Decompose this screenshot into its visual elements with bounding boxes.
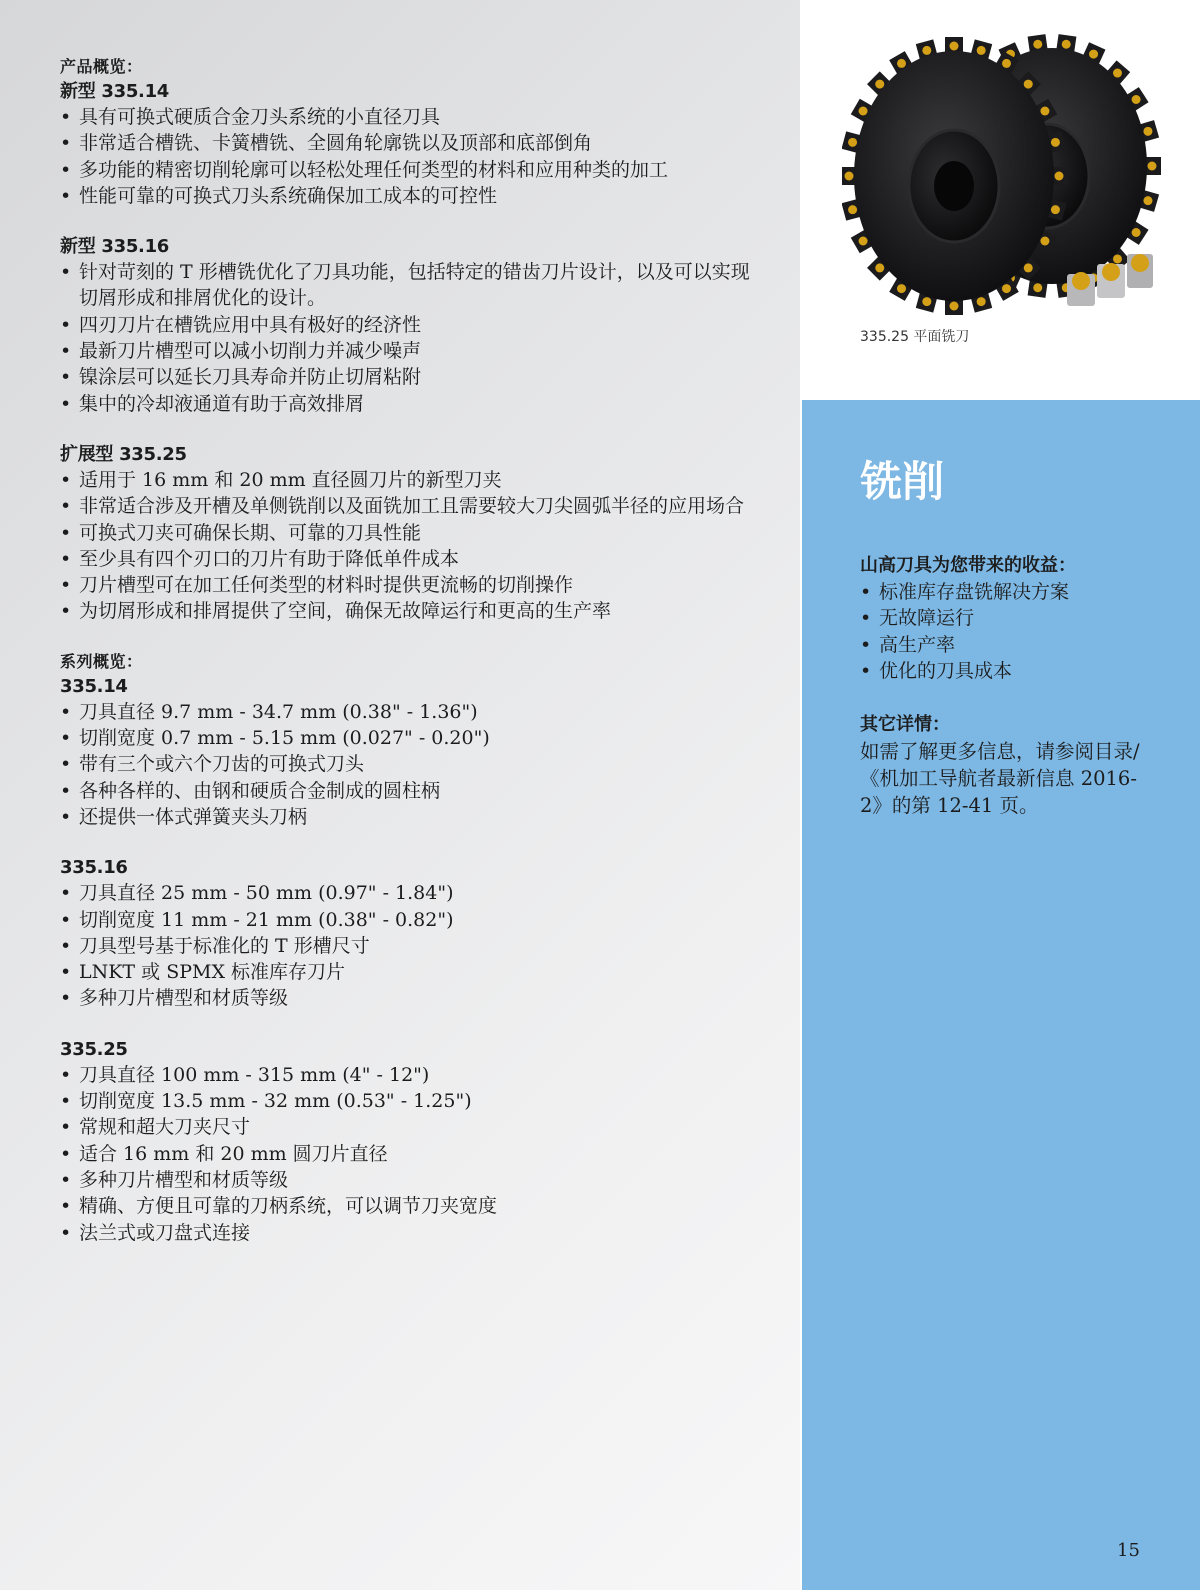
list-item: • 针对苛刻的 T 形槽铣优化了刀具功能，包括特定的错齿刀片设计，以及可以实现切屑形成和排屑优化的设计。	[60, 259, 760, 312]
list-item: • 多功能的精密切削轮廓可以轻松处理任何类型的材料和应用种类的加工	[60, 157, 760, 183]
series-overview	[60, 651, 760, 1246]
benefit-item: • 标准库存盘铣解决方案	[860, 579, 1160, 605]
list-item: • 非常适合槽铣、卡簧槽铣、全圆角轮廓铣以及顶部和底部倒角	[60, 130, 760, 156]
list-item: • 非常适合涉及开槽及单侧铣削以及面铣加工且需要较大刀尖圆弧半径的应用场合	[60, 493, 760, 519]
cutter-insert	[1132, 228, 1141, 237]
page-title: 铣削	[860, 457, 945, 506]
overview-label: 产品概览：	[60, 57, 143, 76]
list-item: • 刀具直径 9.7 mm - 34.7 mm (0.38" - 1.36")	[60, 699, 760, 725]
list-item: • 性能可靠的可换式刀头系统确保加工成本的可控性	[60, 183, 760, 209]
cutter-insert	[897, 284, 906, 293]
cutter-insert	[1132, 95, 1141, 104]
list-item: • 切削宽度 11 mm - 21 mm (0.38" - 0.82")	[60, 907, 760, 933]
list-item: • 带有三个或六个刀齿的可换式刀头	[60, 751, 760, 777]
cutter-insert	[977, 46, 986, 55]
series-label: 系列概览：	[60, 651, 143, 671]
cutter-insert	[859, 107, 868, 116]
cutter-insert	[977, 297, 986, 306]
cutter-insert	[1113, 254, 1122, 263]
list-item: • 集中的冷却液通道有助于高效排屑	[60, 391, 760, 417]
list-item: • 刀具直径 25 mm - 50 mm (0.97" - 1.84")	[60, 880, 760, 906]
cutter-insert	[922, 297, 931, 306]
list-item: • 刀具型号基于标准化的 T 形槽尺寸	[60, 933, 760, 959]
product-heading: 扩展型 335.25	[60, 443, 187, 465]
benefit-item: • 高生产率	[860, 632, 1160, 658]
list-item: • 可换式刀夹可确保长期、可靠的刀具性能	[60, 520, 760, 546]
benefit-item: • 优化的刀具成本	[860, 658, 1160, 684]
cutter-insert	[1089, 50, 1098, 59]
product-335-14	[60, 80, 760, 209]
product-335-16	[60, 235, 760, 417]
cutter-insert	[1143, 196, 1152, 205]
list-item: • 各种各样的、由钢和硬质合金制成的圆柱柄	[60, 778, 760, 804]
cutter-insert	[1024, 263, 1033, 272]
list-item: • 还提供一体式弹簧夹头刀柄	[60, 804, 760, 830]
cutter-insert	[950, 302, 959, 311]
disc-cutter-photo	[842, 26, 1162, 316]
list-item: • 精确、方便且可靠的刀柄系统，可以调节刀夹宽度	[60, 1193, 760, 1219]
list-item: • 四刃刀片在槽铣应用中具有极好的经济性	[60, 312, 760, 338]
cutter-insert	[922, 46, 931, 55]
cutter-insert	[1051, 138, 1060, 147]
cutter-insert	[1113, 69, 1122, 78]
front-cutter	[842, 37, 1068, 315]
product-heading: 新型 335.14	[60, 81, 170, 102]
list-item: • 为切屑形成和排屑提供了空间，确保无故障运行和更高的生产率	[60, 598, 760, 624]
list-item: • 切削宽度 0.7 mm - 5.15 mm (0.027" - 0.20")	[60, 725, 760, 751]
cutter-insert	[1024, 80, 1033, 89]
list-item: • 法兰式或刀盘式连接	[60, 1220, 760, 1246]
main-content	[60, 56, 760, 1272]
cutter-insert	[1033, 283, 1042, 292]
cutter-insert	[1143, 127, 1152, 136]
list-item: • 多种刀片槽型和材质等级	[60, 1167, 760, 1193]
cutter-insert	[845, 172, 854, 181]
cutter-insert	[1040, 107, 1049, 116]
product-heading: 新型 335.16	[60, 236, 170, 258]
list-item: • 刀片槽型可在加工任何类型的材料时提供更流畅的切削操作	[60, 572, 760, 598]
list-item: • 镍涂层可以延长刀具寿命并防止切屑粘附	[60, 364, 760, 390]
page-number: 15	[1117, 1540, 1140, 1561]
cutter-insert	[1002, 59, 1011, 68]
series-heading: 335.14	[60, 675, 128, 697]
cutter-insert	[875, 263, 884, 272]
series-335-25	[60, 1038, 760, 1246]
list-item: • LNKT 或 SPMX 标准库存刀片	[60, 959, 760, 985]
cutter-insert	[848, 205, 857, 214]
list-item: • 最新刀片槽型可以减小切削力并减少噪声	[60, 338, 760, 364]
cutter-insert	[859, 237, 868, 246]
cutter-insert	[950, 42, 959, 51]
cutter-insert	[875, 80, 884, 89]
details-body: 如需了解更多信息，请参阅目录/《机加工导航者最新信息 2016-2》的第 12-41 页。	[860, 740, 1140, 817]
list-item: • 具有可换式硬质合金刀头系统的小直径刀具	[60, 104, 760, 130]
product-335-25	[60, 443, 760, 625]
cutter-insert	[848, 138, 857, 147]
series-335-14	[60, 675, 760, 830]
list-item: • 适用于 16 mm 和 20 mm 直径圆刀片的新型刀夹	[60, 467, 760, 493]
cutter-insert	[1033, 40, 1042, 49]
cutter-insert	[1055, 172, 1064, 181]
list-item: • 多种刀片槽型和材质等级	[60, 985, 760, 1011]
list-item: • 切削宽度 13.5 mm - 32 mm (0.53" - 1.25")	[60, 1088, 760, 1114]
list-item: • 适合 16 mm 和 20 mm 圆刀片直径	[60, 1141, 760, 1167]
benefits-title: 山高刀具为您带来的收益：	[860, 555, 1076, 576]
image-caption: 335.25 平面铣刀	[860, 329, 970, 345]
series-335-16	[60, 856, 760, 1011]
series-heading: 335.16	[60, 857, 128, 879]
details-title: 其它详情：	[860, 714, 950, 735]
cutter-insert	[1051, 205, 1060, 214]
list-item: • 刀具直径 100 mm - 315 mm (4" - 12")	[60, 1062, 760, 1088]
list-item: • 常规和超大刀夹尺寸	[60, 1114, 760, 1140]
cutter-insert	[1040, 237, 1049, 246]
cutter-insert	[1148, 162, 1157, 171]
cutter-insert	[897, 59, 906, 68]
product-overview	[60, 56, 760, 625]
list-item: • 至少具有四个刃口的刀片有助于降低单件成本	[60, 546, 760, 572]
series-heading: 335.25	[60, 1038, 128, 1060]
benefits-section	[860, 553, 1160, 684]
benefit-item: • 无故障运行	[860, 605, 1160, 631]
cutter-insert	[1062, 40, 1071, 49]
details-section	[860, 712, 1140, 819]
cutter-insert	[1002, 284, 1011, 293]
